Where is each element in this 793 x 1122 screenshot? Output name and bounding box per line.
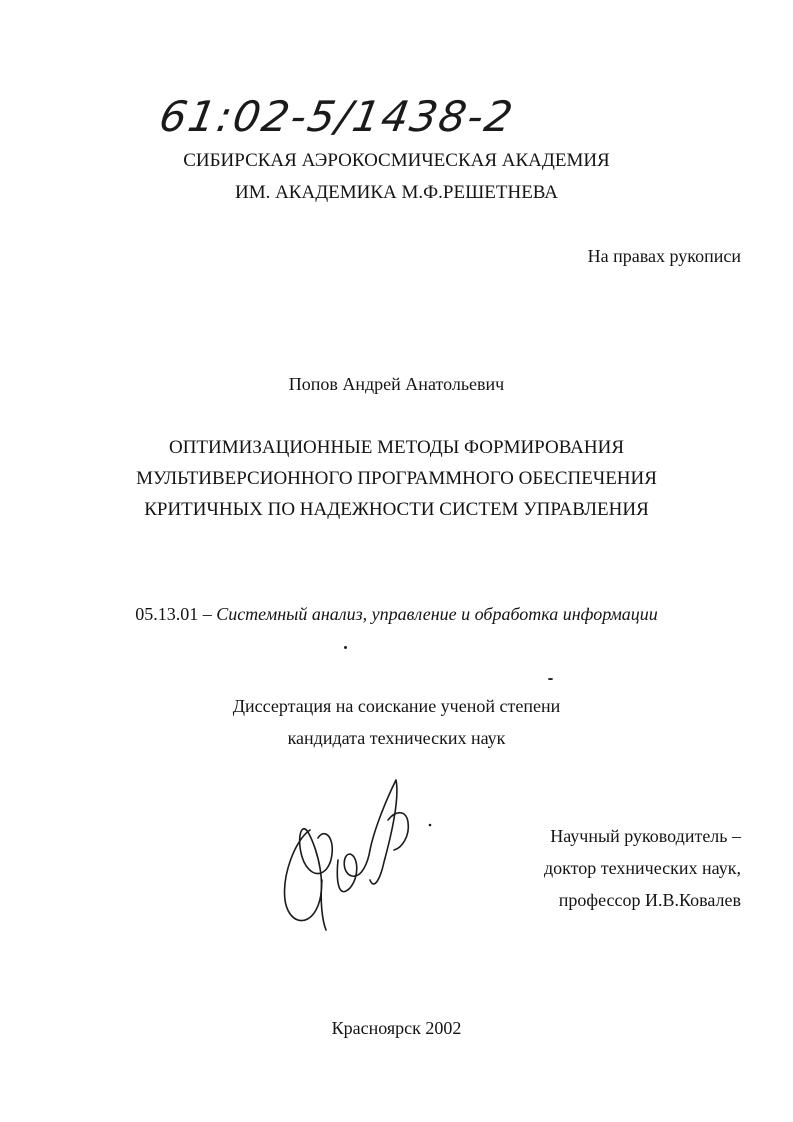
scan-speck xyxy=(548,678,553,680)
title-line-1: ОПТИМИЗАЦИОННЫЕ МЕТОДЫ ФОРМИРОВАНИЯ xyxy=(168,437,625,458)
speciality-name: Системный анализ, управление и обработка информации xyxy=(216,604,658,624)
scan-speck xyxy=(344,646,347,649)
institution-line-2: ИМ. АКАДЕМИКА М.Ф.РЕШЕТНЕВА xyxy=(234,182,559,203)
author-name: Попов Андрей Анатольевич xyxy=(288,374,505,394)
supervisor-line-3: профессор И.В.Ковалев xyxy=(558,890,741,910)
institution-line-1: СИБИРСКАЯ АЭРОКОСМИЧЕСКАЯ АКАДЕМИЯ xyxy=(183,150,610,171)
degree-line-1: Диссертация на соискание ученой степени xyxy=(232,696,561,716)
speciality xyxy=(0,604,793,625)
signature-image xyxy=(270,770,450,940)
archive-code-handwritten: 61:02-5/1438-2 xyxy=(155,92,519,141)
speciality-code: 05.13.01 xyxy=(135,604,199,624)
speciality-separator: – xyxy=(198,604,217,624)
degree-line-2: кандидата технических наук xyxy=(287,728,506,748)
rights-notice: На правах рукописи xyxy=(587,246,741,266)
supervisor-line-1: Научный руководитель – xyxy=(550,826,741,846)
city-year: Красноярск 2002 xyxy=(331,1018,462,1038)
supervisor-line-2: доктор технических наук, xyxy=(544,858,741,878)
title-line-2: МУЛЬТИВЕРСИОННОГО ПРОГРАММНОГО ОБЕСПЕЧЕНИЯ xyxy=(136,468,657,489)
title-line-3: КРИТИЧНЫХ ПО НАДЕЖНОСТИ СИСТЕМ УПРАВЛЕНИЯ xyxy=(144,499,649,520)
